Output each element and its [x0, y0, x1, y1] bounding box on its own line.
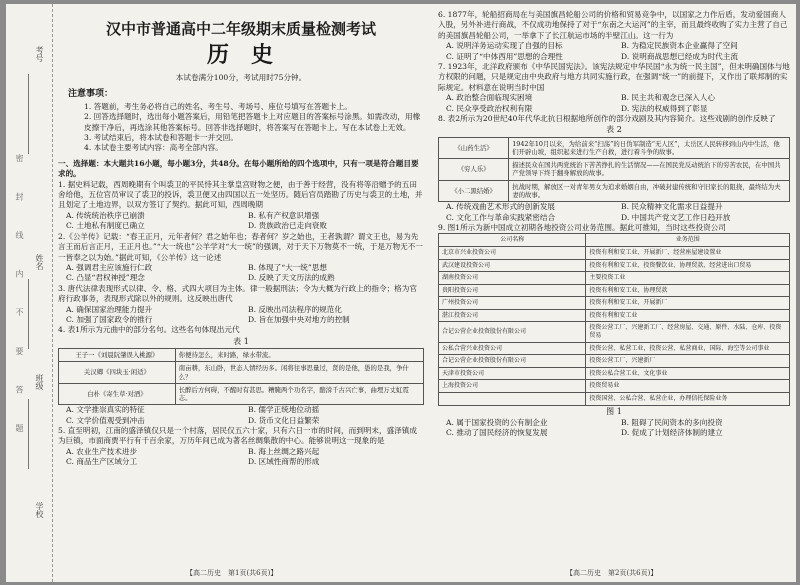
option: A. 传统戏曲艺术形式的创新发展	[446, 202, 556, 212]
table-row	[439, 180, 790, 201]
option: C. 土地私有制度已确立	[66, 221, 145, 231]
option: C. 加强了国家政令的推行	[66, 314, 153, 324]
seal-binding-strip	[6, 4, 53, 582]
left-page	[58, 10, 424, 468]
table-cell: 《穷人乐》	[439, 159, 509, 180]
figure-1-caption: 图 1	[606, 406, 622, 416]
table-row	[439, 342, 790, 355]
table-cell: 武汉建设投资公司	[439, 259, 586, 272]
question-3-options	[58, 305, 424, 326]
table-cell: 描述民众在国共两党统治下苦苦挣扎的生活情况——在国民党反动统治下的穷苦农民，在中国共产党领导下终于翻身解放的故事。	[509, 159, 790, 180]
table-row	[439, 246, 790, 259]
table-cell: 贵阳投资公司	[439, 284, 586, 297]
notice-heading: 注意事项：	[68, 89, 114, 100]
question-6-options	[438, 41, 790, 62]
question-5: 5. 直至明初，江南的盛泽镇仅只是一个村落，居民仅五六十家，只有六日一市的时间，而到明末，盛泽镇成为巨镇，市面商贾平行有千百余家，万历年间已成为著名丝绸集散的中心。能够说明这一现象的是	[58, 425, 417, 446]
class-label: 班级	[35, 374, 44, 390]
option: C. 凸显“君权神授”理念	[66, 273, 145, 283]
question-2: 2.《公羊传》记载：“春王正月，元年者何？君之始年也；春者何？岁之始也，王者孰谓？谓文王也，易为先言王而后言正月，王正月也。”“大一统也”公羊学对“大一统”的强调，对于天下万物莫不一统，于是万物无不一一皆奉之以为始。”据此可知，《公羊传》这一论述	[58, 231, 423, 262]
option: C. 文化工作与革命实践紧密结合	[446, 212, 556, 222]
option: B. 体现了“大一统”思想	[248, 262, 327, 272]
question-4-options	[58, 405, 424, 426]
table-cell: 投资有利和安工业	[586, 309, 790, 322]
option: C. 证明了“中体西用”思想的合理性	[446, 51, 563, 61]
option: D. 区域性商帮的形成	[248, 457, 320, 467]
question-5-options	[58, 447, 424, 468]
table-cell: 白朴《寄生草·对酒》	[59, 383, 176, 404]
option: A. 确保国家治理能力提升	[66, 304, 153, 314]
right-page-footer: 【高二历史 第2页(共6页)】	[566, 569, 658, 577]
option: C. 推动了国民经济的恢复发展	[446, 428, 548, 438]
table-cell: 投资公营、私营工业，投资公营、私营商业，国际、海空等公司事业	[586, 342, 790, 355]
table-header-row	[439, 234, 790, 247]
option: C. 民众享受政治权利有限	[446, 103, 533, 113]
table-cell: 投资有利和安工业、协理贸款	[586, 284, 790, 297]
table-cell	[439, 393, 586, 406]
table-cell: 抗战时期，解放区一对青年男女为追求婚姻自由，冲破封建传统和守旧家长的阻挠，最终结为夫妻的故事。	[509, 180, 790, 201]
question-9-options	[438, 418, 790, 439]
question-4: 4. 表1所示为元曲中的部分名句。这些名句体现出元代	[58, 325, 240, 335]
table-cell: 投资公私合营工业、文化事业	[586, 367, 790, 380]
exam-number-line	[28, 74, 29, 154]
table-cell: 投资国营、公私合营、私营企业，办理信托保险业务	[586, 393, 790, 406]
notice-item: 1. 答题前，考生务必将自己的姓名、考生号、考场号、座位号填写在答题卡上。	[84, 101, 352, 111]
table-row	[439, 272, 790, 285]
table-cell: 湖南投资公司	[439, 272, 586, 285]
option: D. 促成了计划经济体制的建立	[621, 428, 723, 438]
question-9: 9. 图1所示为新中国成立初期各地投资公司业务范围。据此可推知，当时这些投资公司	[438, 222, 726, 232]
option: D. 旨在加强中央对地方的控制	[248, 314, 350, 324]
table-cell: 公私合营兴业投资公司	[439, 342, 586, 355]
table-cell: 《小二黑结婚》	[439, 180, 509, 201]
notice-item: 2. 回答选择题时，选出每小题答案后，用铅笔把答题卡上对应题目的答案标号涂黑。如需改动，用橡皮擦干净后，再选涂其他答案标号。回答非选择题时，将答案写在答题卡上。写在本试卷上无效。	[84, 112, 421, 132]
option: A. 文学推崇真实的特征	[66, 405, 145, 415]
option: A. 传统统治秩序已崩溃	[66, 210, 145, 220]
option: A. 说明洋务运动实现了自强的目标	[446, 41, 563, 51]
table-row	[59, 362, 424, 383]
question-2-options	[58, 263, 424, 284]
table-row	[439, 309, 790, 322]
exam-title: 汉中市普通高中二年级期末质量检测考试	[105, 20, 376, 38]
table-cell: 广州投资公司	[439, 297, 586, 310]
option: A. 属于国家投资的公有制企业	[446, 418, 548, 428]
option: A. 农业生产技术进步	[66, 446, 138, 456]
table-row	[439, 355, 790, 368]
score-line: 本试卷满分100分，考试用时75分钟。	[175, 73, 307, 82]
option: D. 宪法的权威得到了彰显	[621, 103, 708, 113]
table-cell: 投资公营工厂，兴建新厂	[586, 355, 790, 368]
option: B. 海上丝绸之路兴起	[248, 446, 320, 456]
left-page-footer: 【高二历史 第1页(共6页)】	[186, 569, 278, 577]
option: B. 阻碍了民间资本的多向投资	[621, 418, 723, 428]
question-6: 6. 1877年，轮船招商局在与美国旗昌轮船公司的价格和贸易竞争中，以国家之力作后盾，发动爱国商人入股，另外补进行商战，不仅成功地保持了对于“东南之大运河”的主宰，而且最终收购了实力主营了自己的美国旗昌轮船公司，一举拿下了长江航运市场的半壁江山。这一行为	[438, 10, 788, 40]
table-cell: 投资有利和安工业、投资餐饮业、协理贸款、经营进出口贸易	[586, 259, 790, 272]
table-header: 业务范围	[586, 234, 790, 247]
option: D. 说明商战思想已经成为时代主流	[621, 51, 738, 61]
option: A. 政治整合面临现实困境	[446, 93, 533, 103]
option: B. 为稳定民族资本企业赢得了空间	[621, 41, 738, 51]
option: D. 贵族政治已走向衰败	[248, 221, 327, 231]
table-cell: 合记公营企业投资股份有限公司	[439, 355, 586, 368]
table-cell: 你便待怎么，来时路，绿水带流。	[175, 349, 423, 362]
table-row	[439, 259, 790, 272]
right-page	[438, 10, 790, 439]
table-cell: 投资有利和安工业、开展新厂	[586, 297, 790, 310]
seal-line-text: 密 封 线 内 不 要 答 题	[15, 154, 24, 446]
table-row	[439, 393, 790, 406]
table-cell: 长醉后方何碍，不醒时有甚思。糟腌两个功名字，醅渰千古兴亡事，曲埋万丈虹霓志。	[175, 383, 423, 404]
table-row	[439, 380, 790, 393]
table-cell: 投资贸易业	[586, 380, 790, 393]
table-cell: 主要投资工业	[586, 272, 790, 285]
subject-title: 历史	[206, 42, 295, 68]
table-cell: 天津市投资公司	[439, 367, 586, 380]
notice-item: 3. 考试结束后，将本试卷和答题卡一并交回。	[84, 133, 238, 143]
table-1-caption: 表 1	[233, 336, 249, 346]
table-cell: 上海投资公司	[439, 380, 586, 393]
question-1-options	[58, 211, 424, 232]
table-cell: 投资公营工厂、兴建新工厂、经营房屋、交通、原件、水陆、仓库、投资贸易	[586, 322, 790, 342]
table-row	[439, 284, 790, 297]
notice-list	[84, 102, 424, 154]
table-cell: 关汉卿《四块玉·闲适》	[59, 362, 176, 383]
option: B. 民众精神文化需求日益提升	[621, 202, 723, 212]
option: B. 私有产权意识增强	[248, 210, 320, 220]
question-8-options	[438, 202, 790, 223]
table-cell: 合记公营企业投资股份有限公司	[439, 322, 586, 342]
question-7-options	[438, 93, 790, 114]
option: D. 货币文化日益繁荣	[248, 415, 320, 425]
option: D. 中国共产党文艺工作日趋开放	[621, 212, 731, 222]
table-cell: 1942年10月以来，为给前来“扫荡”的日伪军制造“无人区”，太岳区人民转移到山内中生活，他们开辟山坡，组织起来进行生产自救，进行着斗争的故事。	[509, 137, 790, 158]
table-2	[438, 137, 790, 202]
question-1: 1. 据史料记载，西周晚期有个叫裘卫的平民恃其主掌皇宫财物之便，由于善于经营，没有将等沿赠予的五田舍给他，五位官员审议了裘卫的投诉，裘卫便又由四国以五一处坚历。随后官员踏勘了历史与裘卫的土地，并且划定了土地边界，以双方签订了契约。据此可知，西周晚期	[58, 179, 423, 210]
table-cell: 湛江投资公司	[439, 309, 586, 322]
notice-item: 4. 本试卷主要考试内容：高考全部内容。	[84, 143, 223, 153]
table-row	[439, 367, 790, 380]
table-cell: 南亩耕，东山卧，世态人情经历多。闲将往事思量过，贤的是他，愚的是我，争什么？	[175, 362, 423, 383]
option: B. 民主共和观念已深入人心	[621, 93, 715, 103]
school-label: 学校	[35, 502, 44, 518]
table-row	[59, 383, 424, 404]
class-line	[28, 399, 29, 469]
table-2-caption: 表 2	[606, 125, 622, 135]
table-row	[439, 159, 790, 180]
table-row	[439, 322, 790, 342]
option: C. 文学价值观受到冲击	[66, 415, 145, 425]
table-cell: 投资有利和安工业、开展新厂、经营座屋建设置业	[586, 246, 790, 259]
option: B. 反映出司法程序的规范化	[248, 304, 342, 314]
question-8: 8. 表2所示为20世纪40年代华北抗日根据地所创作的部分戏剧及其内容简介。这些戏剧的创作反映了	[438, 114, 776, 124]
table-cell: 《山药生活》	[439, 137, 509, 158]
table-cell: 北京市兴业投资公司	[439, 246, 586, 259]
table-row	[59, 349, 424, 362]
section-title: 一、选择题：本大题共16小题，每小题3分，共48分。在每小题所给的四个选项中，只有一项是符合题目要求的。	[58, 158, 419, 179]
option: A. 强调君主应该施行仁政	[66, 262, 153, 272]
table-row	[439, 297, 790, 310]
name-line	[28, 279, 29, 349]
exam-number-label: 考号	[35, 46, 44, 62]
figure-1-table	[438, 233, 790, 405]
table-1	[58, 348, 424, 405]
option: B. 儒学正统地位动摇	[248, 405, 320, 415]
option: D. 反映了天文历法的成熟	[248, 273, 335, 283]
question-7: 7. 1923年，北洋政府颁布《中华民国宪法》。该宪法规定中华民国“永为统一民主国”，但未明确国体与地方权限的问题，只是规定由中央政府与地方共同实施行政，在强调“统一”的前提下，又作出了联邦制的实际规定。材料意在说明当时中国	[438, 62, 790, 92]
table-header: 公司名称	[439, 234, 586, 247]
question-3: 3. 唐代法律表现形式以律、令、格、式四大项目为主体。律一般据刑法；令为大概为行政上的指令；格为官府行政事务，表现形式除以外的规则。这反映出唐代	[58, 283, 417, 304]
option: C. 商品生产区域分工	[66, 457, 138, 467]
exam-sheet	[6, 4, 796, 582]
table-cell: 王子一《刘晨阮肇误入桃源》	[59, 349, 176, 362]
name-label: 姓名	[35, 254, 44, 270]
table-row	[439, 137, 790, 158]
